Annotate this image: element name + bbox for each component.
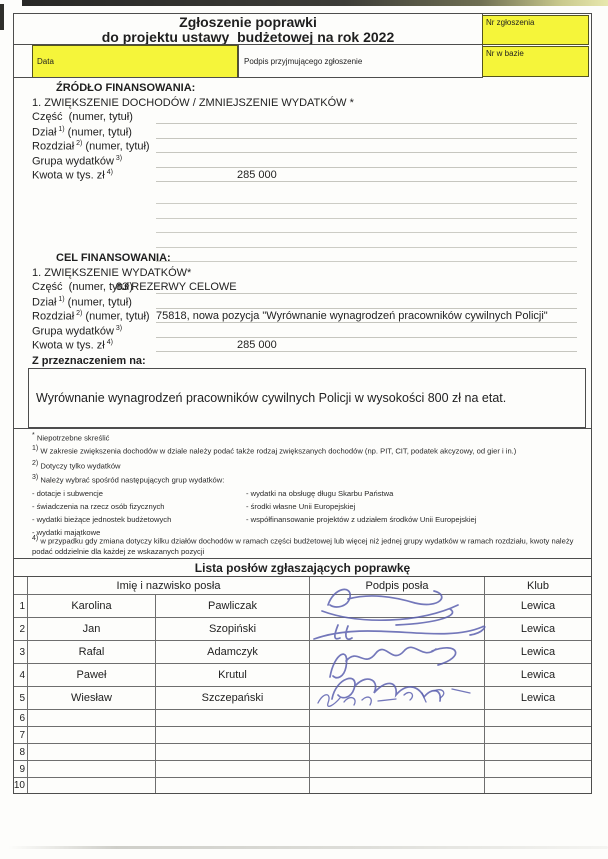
mp-club: Lewica: [485, 618, 591, 641]
mp-signature-cell: [310, 778, 485, 793]
expense-group-item: - wydatki na obsługę długu Skarbu Państwa: [246, 489, 394, 498]
expense-groups-left-column: [32, 487, 171, 539]
mp-club: Lewica: [485, 641, 591, 664]
mp-first-name: Jan: [28, 618, 156, 641]
mp-club: Lewica: [485, 595, 591, 618]
mp-row-number: 3: [14, 641, 28, 664]
expense-group-item: - wydatki majątkowe: [32, 528, 101, 537]
mp-table-number-header: [14, 577, 28, 595]
form-field-row: [32, 296, 577, 311]
blank-ruled-line: [156, 248, 577, 262]
footnote-2-marker: 2): [32, 460, 39, 467]
form-field-row: [32, 140, 577, 155]
date-field: [32, 45, 238, 78]
field-label: Rozdział $^{2)}$ (numer, tytuł): [32, 140, 150, 153]
mp-club: Lewica: [485, 664, 591, 687]
funding-source-subheading: 1. ZWIĘKSZENIE DOCHODÓW / ZMNIEJSZENIE WYDATKÓW *: [32, 97, 354, 109]
blank-ruled-line: [156, 190, 577, 204]
submission-number-field: [482, 15, 589, 45]
mp-last-name: [156, 727, 310, 744]
scan-artifact-top: [22, 0, 608, 6]
mp-club: [485, 778, 591, 793]
database-number-label: Nr w bazie: [486, 49, 524, 58]
form-field-row: [32, 169, 577, 184]
mp-signature-cell: [310, 664, 485, 687]
form-title-line1: Zgłoszenie poprawki: [179, 14, 317, 30]
field-underline: [156, 111, 577, 124]
field-value: 285 000: [237, 169, 277, 181]
footnote-4-marker: 4): [32, 535, 39, 542]
mp-club: [485, 761, 591, 778]
receiver-signature-label: Podpis przyjmującego zgłoszenie: [244, 57, 363, 66]
mp-signature-cell: [310, 595, 485, 618]
mp-last-name: [156, 710, 310, 727]
expense-groups-right-column: [246, 487, 476, 526]
mp-row-number: 6: [14, 710, 28, 727]
expense-group-item: - świadczenia na rzecz osób fizycznych: [32, 502, 165, 511]
mp-last-name: Szopiński: [156, 618, 310, 641]
field-label: Dział $^{1)}$ (numer, tytuł): [32, 125, 132, 139]
footnote-1-text: W zakresie zwiększenia dochodów w dziale należy podać także rodzaj zwiększanych dochodów (np. PIT, CIT, podatek akcyzowy, od gier i in.): [38, 446, 517, 456]
mp-row-number: 10: [14, 778, 28, 793]
mp-signature-cell: [310, 710, 485, 727]
mp-first-name: [28, 744, 156, 761]
footnote-2: [32, 460, 121, 471]
mp-row-number: 8: [14, 744, 28, 761]
field-label: Część (numer, tytuł): [32, 281, 133, 293]
field-underline: [156, 325, 577, 338]
blank-ruled-line: [156, 233, 577, 247]
designation-text: Wyrównanie wynagrodzeń pracowników cywilnych Policji w wysokości 800 zł na etat.: [36, 391, 507, 405]
expense-group-item: - wydatki bieżące jednostek budżetowych: [32, 515, 172, 524]
mp-signature-cell: [310, 641, 485, 664]
field-value: 75818, nowa pozycja "Wyrównanie wynagrodzeń pracowników cywilnych Policji": [156, 310, 548, 322]
funding-source-heading: ŹRÓDŁO FINANSOWANIA:: [56, 82, 196, 94]
funding-purpose-heading: CEL FINANSOWANIA:: [56, 252, 171, 264]
mp-signature-cell: [310, 618, 485, 641]
database-number-field: [482, 46, 589, 77]
form-field-row: [32, 325, 577, 340]
expense-group-item: - współfinansowanie projektów z udziałem środków Unii Europejskiej: [246, 515, 477, 524]
field-label: Dział $^{1)}$ (numer, tytuł): [32, 295, 132, 309]
mp-first-name: [28, 761, 156, 778]
mp-last-name: [156, 761, 310, 778]
expense-group-item: - dotacje i subwencje: [32, 489, 103, 498]
mp-table-club-header: Klub: [485, 577, 591, 595]
mp-first-name: Karolina: [28, 595, 156, 618]
mp-row-number: 9: [14, 761, 28, 778]
mp-last-name: [156, 778, 310, 793]
footnote-4: [32, 534, 580, 558]
field-label: Grupa wydatków $^{3)}$: [32, 324, 123, 338]
field-label: Kwota w tys. zł $^{4)}$: [32, 339, 113, 352]
mp-first-name: [28, 727, 156, 744]
amendment-form: [13, 13, 592, 794]
mp-last-name: Krutul: [156, 664, 310, 687]
mp-table-signature-header: Podpis posła: [310, 577, 485, 595]
form-field-row: [32, 310, 577, 325]
footnote-1: [32, 445, 516, 456]
mp-list-table: [14, 558, 591, 793]
blank-ruled-lines: [156, 190, 577, 262]
mp-signature-cell: [310, 744, 485, 761]
field-underline: [156, 155, 577, 168]
mp-table-title: Lista posłów zgłaszających poprawkę: [14, 559, 591, 577]
mp-first-name: [28, 778, 156, 793]
mp-club: Lewica: [485, 687, 591, 710]
mp-row-number: 2: [14, 618, 28, 641]
mp-table-name-header: Imię i nazwisko posła: [28, 577, 310, 595]
footnote-2-text: Dotyczy tylko wydatków: [38, 461, 121, 471]
form-field-row: [32, 126, 577, 141]
expense-group-item: - środki własne Unii Europejskiej: [246, 502, 356, 511]
mp-last-name: Adamczyk: [156, 641, 310, 664]
mp-first-name: Paweł: [28, 664, 156, 687]
scan-artifact-left: [0, 4, 4, 30]
footnote-top-rule: [13, 428, 592, 429]
form-title: [14, 14, 482, 46]
mp-last-name: Szczepański: [156, 687, 310, 710]
mp-signature-cell: [310, 687, 485, 710]
receiver-signature-field: [238, 45, 482, 78]
footnote-3: [32, 474, 224, 485]
designation-label: Z przeznaczeniem na:: [32, 355, 146, 367]
field-underline: [156, 169, 577, 182]
mp-signature-cell: [310, 727, 485, 744]
blank-ruled-line: [156, 204, 577, 218]
field-underline: [156, 339, 577, 352]
mp-row-number: 5: [14, 687, 28, 710]
submission-number-label: Nr zgłoszenia: [486, 18, 535, 27]
mp-club: [485, 727, 591, 744]
funding-purpose-subheading: 1. ZWIĘKSZENIE WYDATKÓW*: [32, 267, 192, 279]
field-value: 285 000: [237, 339, 277, 351]
mp-last-name: [156, 744, 310, 761]
funding-source-fields: [32, 111, 577, 184]
header-bottom-rule: [14, 77, 482, 78]
mp-last-name: Pawliczak: [156, 595, 310, 618]
field-value: 83 REZERWY CELOWE: [116, 281, 237, 293]
mp-row-number: 1: [14, 595, 28, 618]
field-label: Grupa wydatków $^{3)}$: [32, 154, 123, 168]
mp-row-number: 4: [14, 664, 28, 687]
field-label: Część (numer, tytuł): [32, 111, 133, 123]
field-label: Rozdział $^{2)}$ (numer, tytuł): [32, 310, 150, 323]
field-underline: [156, 296, 577, 309]
mp-club: [485, 710, 591, 727]
footnote-4-text: w przypadku gdy zmiana dotyczy kilku działów dochodów w ramach części budżetowej lub więcej niż jednej grupy wydatków w ramach rozdziału, kwoty należy podać oddzielnie dla każdej ze wskazanych pozycji: [32, 536, 574, 557]
mp-first-name: [28, 710, 156, 727]
footnote-star-text: Niepotrzebne skreślić: [34, 433, 110, 443]
scan-artifact-bottom: [8, 846, 608, 849]
field-underline: [156, 126, 577, 139]
form-field-row: [32, 281, 577, 296]
footnote-1-marker: 1): [32, 445, 39, 452]
form-title-line2: do projektu ustawy budżetowej na rok 2022: [101, 29, 395, 45]
form-field-row: [32, 155, 577, 170]
mp-first-name: Wiesław: [28, 687, 156, 710]
mp-signature-cell: [310, 761, 485, 778]
footnote-3-marker: 3): [32, 474, 39, 481]
footnote-star-marker: *: [32, 432, 35, 439]
blank-ruled-line: [156, 219, 577, 233]
footnote-star: [32, 432, 109, 443]
mp-row-number: 7: [14, 727, 28, 744]
designation-box: [28, 368, 586, 428]
mp-club: [485, 744, 591, 761]
funding-purpose-fields: [32, 281, 577, 354]
form-field-row: [32, 111, 577, 126]
form-field-row: [32, 339, 577, 354]
date-field-label: Data: [37, 57, 54, 66]
field-label: Kwota w tys. zł $^{4)}$: [32, 169, 113, 182]
mp-first-name: Rafal: [28, 641, 156, 664]
footnote-3-text: Należy wybrać spośród następujących grup wydatków:: [38, 475, 225, 485]
field-underline: [156, 140, 577, 153]
